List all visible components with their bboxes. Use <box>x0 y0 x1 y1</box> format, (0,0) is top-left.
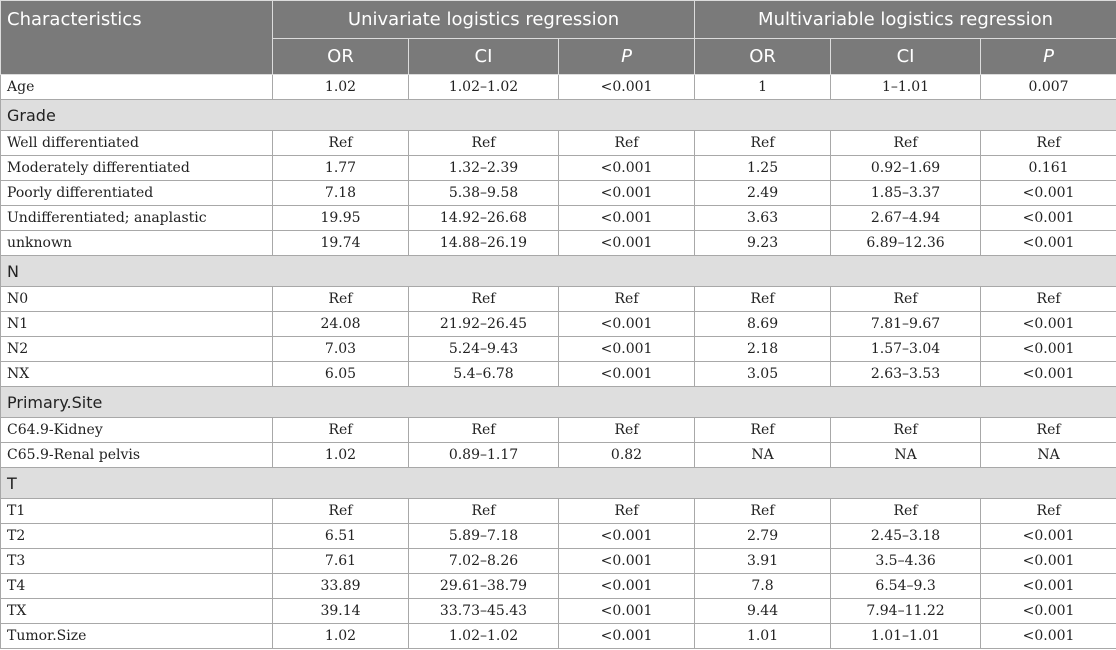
row-label: TX <box>1 599 273 624</box>
table-row <box>1 287 1116 312</box>
uni-ci-cell: 1.02–1.02 <box>409 624 559 649</box>
uni-or-cell: 7.61 <box>273 549 409 574</box>
uni-ci-cell: 5.38–9.58 <box>409 181 559 206</box>
multi-or-cell: 1.25 <box>695 156 831 181</box>
multi-or-cell: 1 <box>695 75 831 100</box>
uni-p-cell: <0.001 <box>559 312 695 337</box>
multi-ci-cell: 1.85–3.37 <box>831 181 981 206</box>
uni-or-cell: 7.18 <box>273 181 409 206</box>
multi-or-cell: 1.01 <box>695 624 831 649</box>
table-row <box>1 312 1116 337</box>
multi-p-cell: <0.001 <box>981 312 1116 337</box>
multi-or-cell: 8.69 <box>695 312 831 337</box>
multi-p-cell: <0.001 <box>981 337 1116 362</box>
multi-p-cell: <0.001 <box>981 549 1116 574</box>
uni-ci-cell: 1.02–1.02 <box>409 75 559 100</box>
uni-p-cell: <0.001 <box>559 181 695 206</box>
uni-or-cell: 19.74 <box>273 231 409 256</box>
row-label: N1 <box>1 312 273 337</box>
uni-ci-cell: 33.73–45.43 <box>409 599 559 624</box>
multi-or-cell: 2.79 <box>695 524 831 549</box>
uni-ci-cell: Ref <box>409 287 559 312</box>
table-row <box>1 574 1116 599</box>
multi-p-cell: <0.001 <box>981 524 1116 549</box>
group-header-row <box>1 468 1116 499</box>
multivariable-header: Multivariable logistics regression <box>695 1 1116 39</box>
uni-p-cell: <0.001 <box>559 624 695 649</box>
multi-p-cell: Ref <box>981 418 1116 443</box>
multi-ci-header: CI <box>831 39 981 75</box>
multi-p-cell: <0.001 <box>981 574 1116 599</box>
row-label: N0 <box>1 287 273 312</box>
multi-p-cell: 0.161 <box>981 156 1116 181</box>
uni-ci-cell: 5.24–9.43 <box>409 337 559 362</box>
multi-p-cell: Ref <box>981 287 1116 312</box>
multi-ci-cell: 7.81–9.67 <box>831 312 981 337</box>
table-row <box>1 156 1116 181</box>
uni-p-cell: <0.001 <box>559 574 695 599</box>
uni-ci-cell: Ref <box>409 131 559 156</box>
multi-p-cell: Ref <box>981 131 1116 156</box>
uni-ci-cell: 5.89–7.18 <box>409 524 559 549</box>
uni-p-cell: Ref <box>559 418 695 443</box>
multi-or-cell: 9.23 <box>695 231 831 256</box>
uni-or-cell: 39.14 <box>273 599 409 624</box>
table-row <box>1 206 1116 231</box>
uni-p-header: P <box>559 39 695 75</box>
uni-or-cell: Ref <box>273 131 409 156</box>
uni-p-cell: Ref <box>559 287 695 312</box>
multi-ci-cell: 3.5–4.36 <box>831 549 981 574</box>
uni-p-cell: <0.001 <box>559 156 695 181</box>
table-row <box>1 624 1116 649</box>
multi-ci-cell: 6.54–9.3 <box>831 574 981 599</box>
uni-ci-cell: 21.92–26.45 <box>409 312 559 337</box>
table-row <box>1 337 1116 362</box>
table-row <box>1 443 1116 468</box>
group-label: N <box>1 256 1116 287</box>
table-body <box>1 75 1116 649</box>
row-label: Poorly differentiated <box>1 181 273 206</box>
multi-ci-cell: 0.92–1.69 <box>831 156 981 181</box>
multi-p-cell: Ref <box>981 499 1116 524</box>
multi-ci-cell: Ref <box>831 287 981 312</box>
row-label: C65.9-Renal pelvis <box>1 443 273 468</box>
multi-p-cell: 0.007 <box>981 75 1116 100</box>
multi-p-cell: <0.001 <box>981 231 1116 256</box>
uni-ci-cell: 5.4–6.78 <box>409 362 559 387</box>
uni-or-cell: 1.77 <box>273 156 409 181</box>
uni-p-cell: <0.001 <box>559 599 695 624</box>
multi-or-cell: 7.8 <box>695 574 831 599</box>
table-row <box>1 524 1116 549</box>
row-label: Tumor.Size <box>1 624 273 649</box>
uni-or-cell: Ref <box>273 418 409 443</box>
multi-ci-cell: Ref <box>831 418 981 443</box>
multi-ci-cell: 2.67–4.94 <box>831 206 981 231</box>
uni-or-cell: 7.03 <box>273 337 409 362</box>
row-label: N2 <box>1 337 273 362</box>
multi-p-cell: <0.001 <box>981 624 1116 649</box>
multi-or-cell: Ref <box>695 287 831 312</box>
multi-ci-cell: 6.89–12.36 <box>831 231 981 256</box>
multi-p-cell: <0.001 <box>981 599 1116 624</box>
multi-or-header: OR <box>695 39 831 75</box>
multi-ci-cell: 1.01–1.01 <box>831 624 981 649</box>
uni-p-cell: <0.001 <box>559 75 695 100</box>
uni-p-cell: <0.001 <box>559 337 695 362</box>
multi-or-cell: Ref <box>695 499 831 524</box>
multi-ci-cell: 1–1.01 <box>831 75 981 100</box>
table-row <box>1 499 1116 524</box>
uni-or-cell: Ref <box>273 499 409 524</box>
group-header-row <box>1 256 1116 287</box>
table-row <box>1 362 1116 387</box>
table-row <box>1 75 1116 100</box>
uni-p-cell: Ref <box>559 499 695 524</box>
multi-p-cell: <0.001 <box>981 206 1116 231</box>
row-label: C64.9-Kidney <box>1 418 273 443</box>
multi-p-cell: <0.001 <box>981 181 1116 206</box>
uni-or-header: OR <box>273 39 409 75</box>
uni-p-cell: <0.001 <box>559 231 695 256</box>
group-label: Grade <box>1 100 1116 131</box>
multi-or-cell: Ref <box>695 131 831 156</box>
row-label: NX <box>1 362 273 387</box>
multi-or-cell: Ref <box>695 418 831 443</box>
multi-p-header: P <box>981 39 1116 75</box>
multi-ci-cell: 7.94–11.22 <box>831 599 981 624</box>
row-label: Well differentiated <box>1 131 273 156</box>
uni-ci-cell: 14.92–26.68 <box>409 206 559 231</box>
uni-ci-cell: 7.02–8.26 <box>409 549 559 574</box>
uni-or-cell: 19.95 <box>273 206 409 231</box>
row-label: T4 <box>1 574 273 599</box>
multi-or-cell: 2.18 <box>695 337 831 362</box>
table-row <box>1 231 1116 256</box>
uni-or-cell: 33.89 <box>273 574 409 599</box>
group-label: T <box>1 468 1116 499</box>
table-row <box>1 599 1116 624</box>
row-label: T3 <box>1 549 273 574</box>
row-label: Undifferentiated; anaplastic <box>1 206 273 231</box>
uni-or-cell: 1.02 <box>273 624 409 649</box>
uni-p-cell: Ref <box>559 131 695 156</box>
multi-ci-cell: 1.57–3.04 <box>831 337 981 362</box>
uni-ci-cell: 29.61–38.79 <box>409 574 559 599</box>
uni-ci-cell: 14.88–26.19 <box>409 231 559 256</box>
uni-p-cell: <0.001 <box>559 524 695 549</box>
uni-ci-cell: Ref <box>409 418 559 443</box>
uni-ci-cell: Ref <box>409 499 559 524</box>
univariate-header: Univariate logistics regression <box>273 1 695 39</box>
multi-ci-cell: 2.63–3.53 <box>831 362 981 387</box>
row-label: Age <box>1 75 273 100</box>
uni-p-cell: <0.001 <box>559 362 695 387</box>
multi-ci-cell: NA <box>831 443 981 468</box>
group-header-row <box>1 387 1116 418</box>
table-row <box>1 131 1116 156</box>
multi-p-cell: NA <box>981 443 1116 468</box>
multi-or-cell: 3.91 <box>695 549 831 574</box>
multi-or-cell: 3.05 <box>695 362 831 387</box>
row-label: Moderately differentiated <box>1 156 273 181</box>
uni-p-cell: <0.001 <box>559 549 695 574</box>
multi-ci-cell: Ref <box>831 131 981 156</box>
characteristics-header: Characteristics <box>1 1 273 75</box>
uni-p-cell: <0.001 <box>559 206 695 231</box>
multi-or-cell: 2.49 <box>695 181 831 206</box>
row-label: T1 <box>1 499 273 524</box>
multi-or-cell: NA <box>695 443 831 468</box>
uni-or-cell: Ref <box>273 287 409 312</box>
table-row <box>1 418 1116 443</box>
group-header-row <box>1 100 1116 131</box>
uni-or-cell: 1.02 <box>273 443 409 468</box>
uni-ci-header: CI <box>409 39 559 75</box>
uni-or-cell: 24.08 <box>273 312 409 337</box>
uni-or-cell: 1.02 <box>273 75 409 100</box>
multi-or-cell: 9.44 <box>695 599 831 624</box>
uni-ci-cell: 0.89–1.17 <box>409 443 559 468</box>
multi-p-cell: <0.001 <box>981 362 1116 387</box>
table-row <box>1 181 1116 206</box>
uni-or-cell: 6.51 <box>273 524 409 549</box>
uni-ci-cell: 1.32–2.39 <box>409 156 559 181</box>
row-label: unknown <box>1 231 273 256</box>
table-row <box>1 549 1116 574</box>
multi-or-cell: 3.63 <box>695 206 831 231</box>
uni-p-cell: 0.82 <box>559 443 695 468</box>
group-label: Primary.Site <box>1 387 1116 418</box>
row-label: T2 <box>1 524 273 549</box>
multi-ci-cell: 2.45–3.18 <box>831 524 981 549</box>
uni-or-cell: 6.05 <box>273 362 409 387</box>
multi-ci-cell: Ref <box>831 499 981 524</box>
